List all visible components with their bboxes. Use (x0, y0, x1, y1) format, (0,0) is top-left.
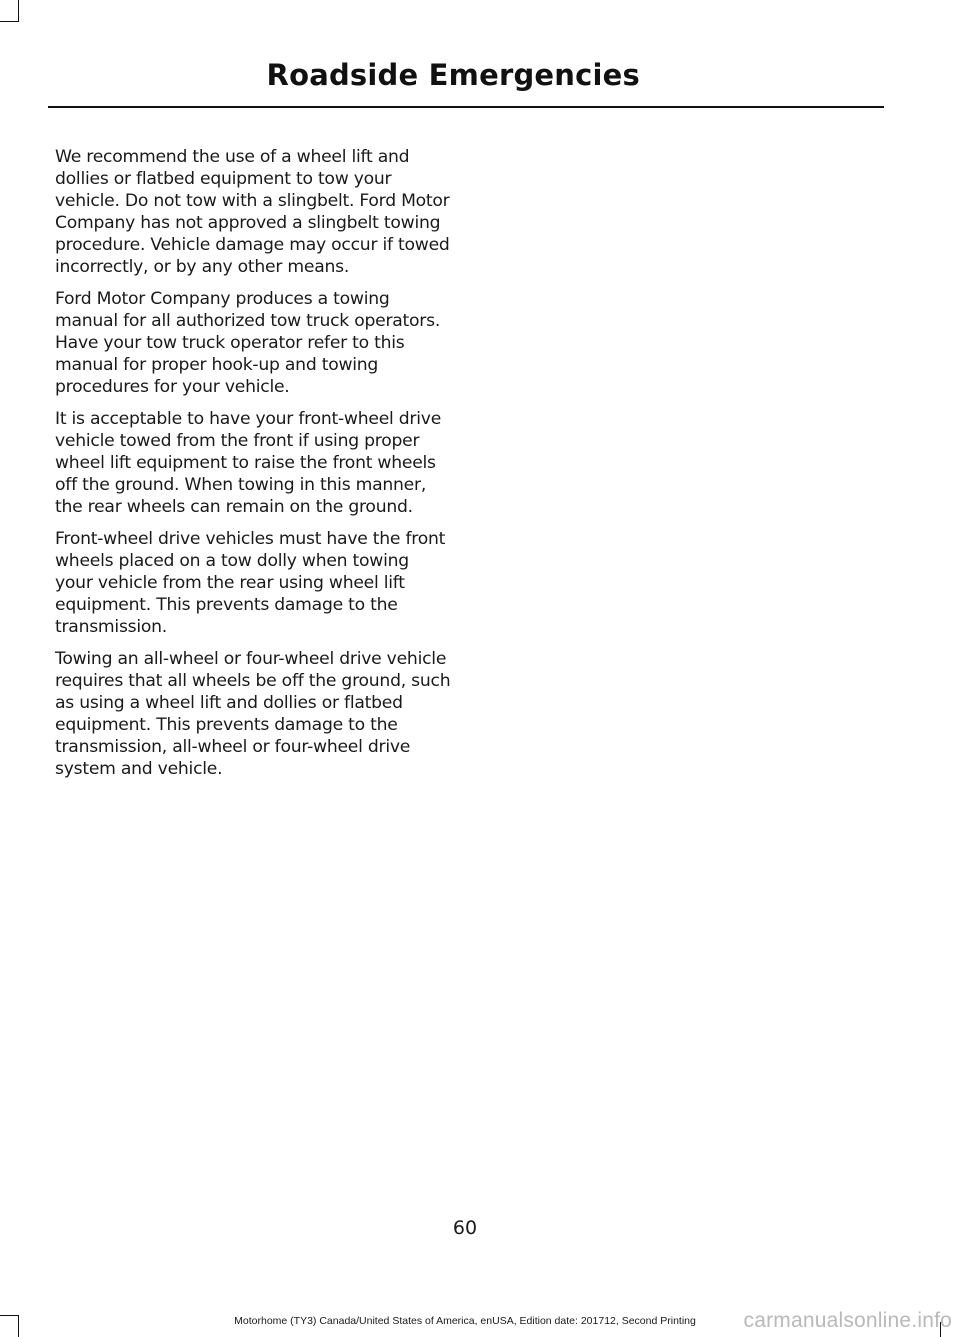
watermark-logo: carmanualsonline.info (743, 1309, 952, 1332)
crop-mark-top-left-vertical (18, 0, 19, 22)
page-number: 60 (452, 1217, 478, 1239)
paragraph-front-wheel-rear-tow: Front-wheel drive vehicles must have the front wheels placed on a tow dolly when towing your vehicle from the rear using wheel lift equipment. This prevents damage to the transmission. (55, 529, 446, 637)
paragraph-towing-manual: Ford Motor Company produces a towing manual for all authorized tow truck operators. Have your tow truck operator refer to this manual for proper hook-up and towing procedures for your vehicle. (55, 289, 441, 397)
paragraph-all-wheel-drive-tow: Towing an all-wheel or four-wheel drive vehicle requires that all wheels be off the ground, such as using a wheel lift and dollies or flatbed equipment. This prevents damage to the transmission, all-wheel or four-wheel drive system and vehicle. (55, 649, 451, 779)
page-title: Roadside Emergencies (266, 58, 640, 92)
header-divider (48, 106, 884, 108)
edition-footer: Motorhome (TY3) Canada/United States of America, enUSA, Edition date: 201712, Second Printing (234, 1315, 696, 1327)
paragraph-towing-equipment: We recommend the use of a wheel lift and dollies or flatbed equipment to tow your vehicle. Do not tow with a slingbelt. Ford Motor Company has not approved a slingbelt towing procedure. Vehicle damage may occur if towed incorrectly, or by any other means. (55, 147, 450, 277)
crop-mark-top-left-horizontal (0, 21, 19, 22)
paragraph-front-wheel-front-tow: It is acceptable to have your front-wheel drive vehicle towed from the front if using proper wheel lift equipment to raise the front wheels off the ground. When towing in this manner, the rear wheels can remain on the ground. (55, 409, 442, 517)
body-text-column (55, 146, 451, 790)
